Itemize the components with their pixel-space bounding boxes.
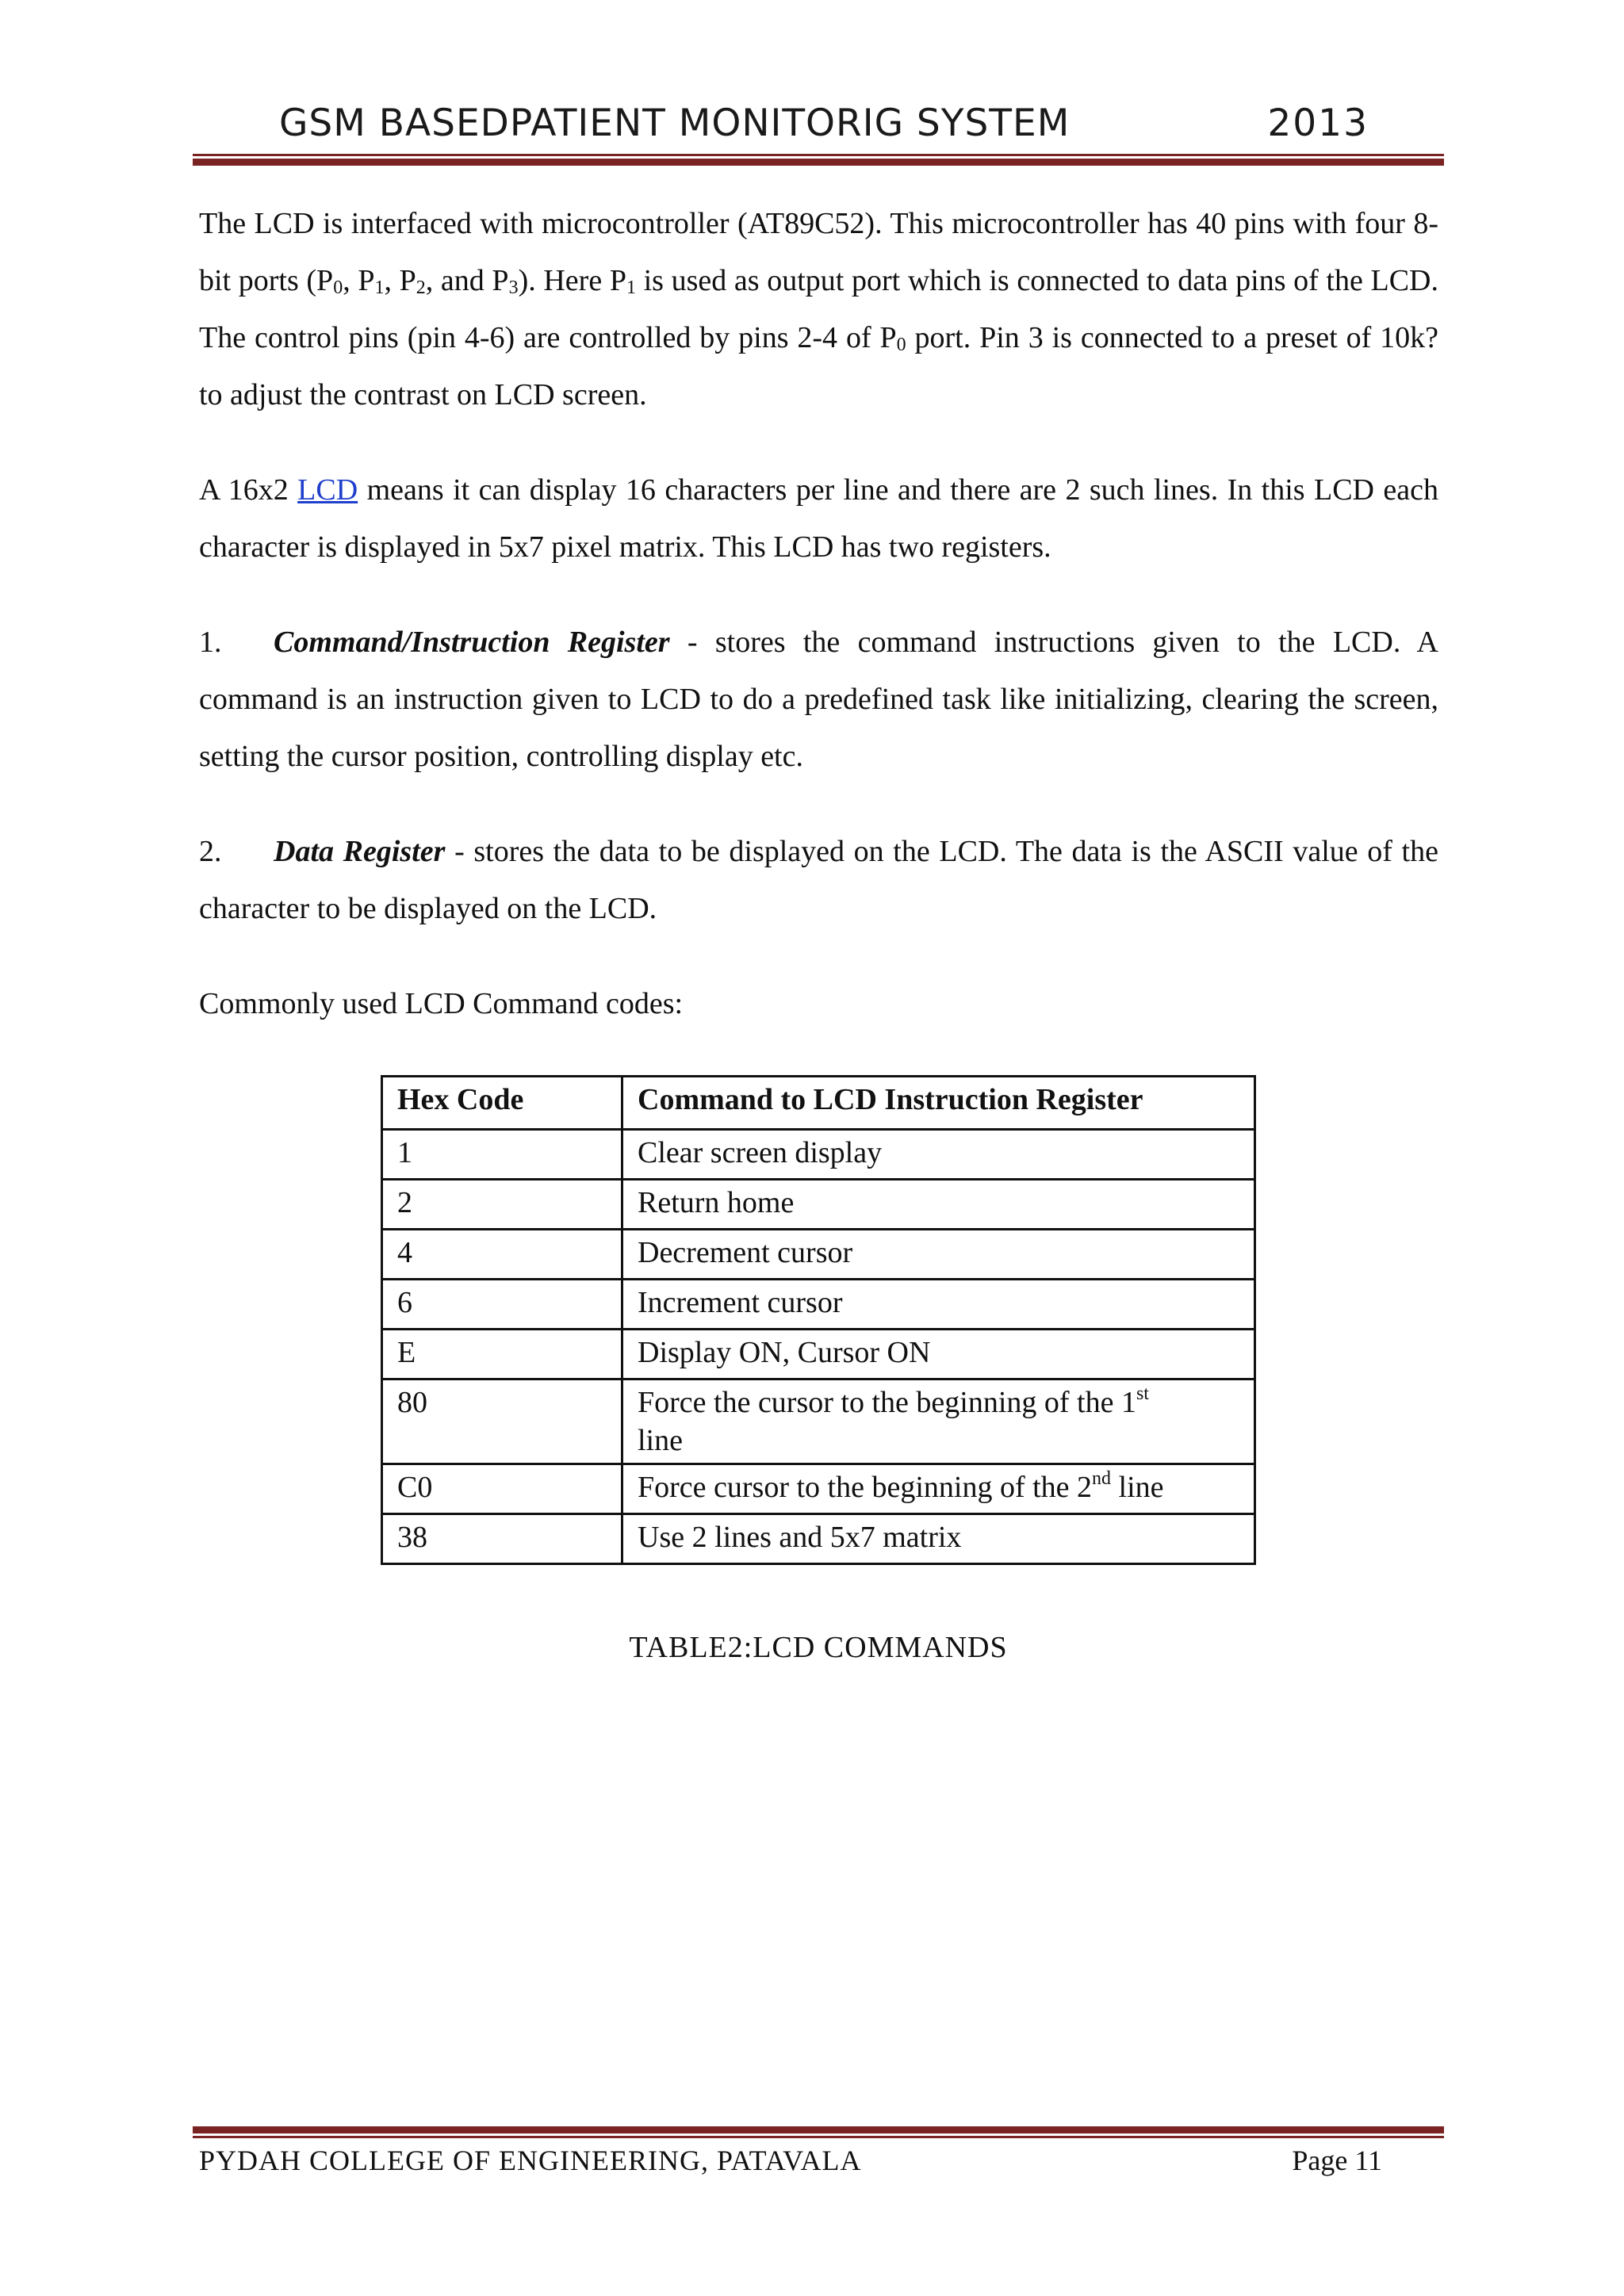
term-data-register: Data Register (274, 835, 446, 868)
table-row: C0 Force cursor to the beginning of the 2nd line (382, 1464, 1255, 1514)
list-item-data-register: 2. Data Register - stores the data to be displayed on the LCD. The data is the ASCII value of the character to be displayed on the LCD. (199, 823, 1438, 937)
footer-rule-thick (193, 2126, 1444, 2133)
list-number: 2. (199, 835, 222, 868)
page-body (199, 195, 1438, 1070)
column-header-hex-code: Hex Code (382, 1077, 622, 1130)
header-year: 2013 (1267, 101, 1369, 145)
table-row: 4 Decrement cursor (382, 1230, 1255, 1280)
paragraph-lcd-interface: The LCD is interfaced with microcontroller (AT89C52). This microcontroller has 40 pins with four 8-bit ports ($P_0$, $P_1$, $P_2$, and $P_3$). Here $P_1$ is used as output port which is connected to data pins of the LCD. The control pins (pin 4-6) are controlled by pins 2-4 of $P_0$ port. Pin 3 is connected to a preset of 10k? to adjust the contrast on LCD screen. (199, 207, 1439, 411)
page-number: Page 11 (1292, 2145, 1382, 2176)
table-header-row (382, 1077, 1255, 1130)
paragraph-16x2-lcd: A 16x2 LCD means it can display 16 characters per line and there are 2 such lines. In this LCD each character is displayed in 5x7 pixel matrix. This LCD has two registers. (199, 473, 1438, 564)
table-row: E Display ON, Cursor ON (382, 1330, 1255, 1380)
table-caption: TABLE2:LCD COMMANDS (629, 1631, 1008, 1664)
lcd-link[interactable]: LCD (297, 473, 358, 507)
table-row: 6 Increment cursor (382, 1280, 1255, 1330)
paragraph-command-codes-intro: Commonly used LCD Command codes: (199, 987, 684, 1020)
table-row: 80 Force the cursor to the beginning of the 1st line (382, 1380, 1255, 1464)
footer-college: PYDAH COLLEGE OF ENGINEERING, PATAVALA (199, 2145, 862, 2176)
list-number: 1. (199, 626, 222, 659)
table-row: 38 Use 2 lines and 5x7 matrix (382, 1514, 1255, 1564)
list-item-command-register: 1. Command/Instruction Register - stores the command instructions given to the LCD. A command is an instruction given to LCD to do a predefined task like initializing, clearing the screen, setting the cursor position, controlling display etc. (199, 614, 1438, 785)
header-title: GSM BASEDPATIENT MONITORIG SYSTEM (279, 101, 1071, 145)
lcd-commands-table (381, 1075, 1256, 1565)
footer-rule-thin (193, 2136, 1444, 2138)
page-header (279, 101, 1369, 149)
term-command-register: Command/Instruction Register (274, 626, 670, 659)
column-header-command: Command to LCD Instruction Register (622, 1077, 1255, 1130)
header-rule-thick (193, 159, 1444, 166)
header-rule-thin (193, 154, 1444, 156)
table-row: 1 Clear screen display (382, 1130, 1255, 1180)
table-row: 2 Return home (382, 1180, 1255, 1230)
